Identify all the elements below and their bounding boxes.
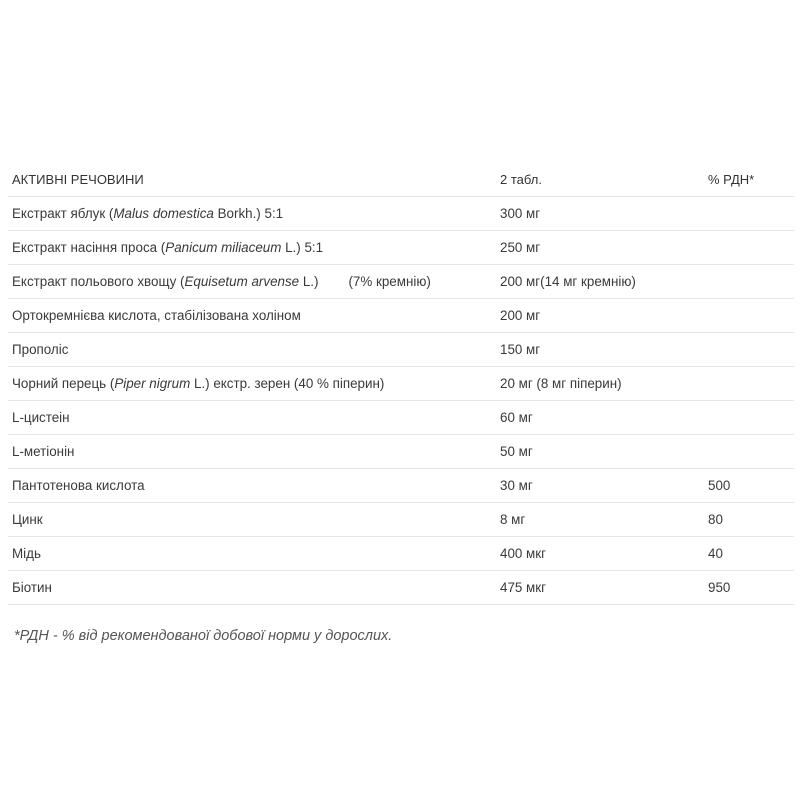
rdn-cell: 80 [704,503,794,537]
rdn-cell: 950 [704,571,794,605]
ingredients-table-container [8,163,794,605]
substance-name-cell [8,469,496,503]
table-row [8,469,794,503]
substance-name-suffix: L.) [299,274,319,289]
dose-cell: 60 мг [496,401,704,435]
substance-name: Екстракт польового хвощу ( [12,274,185,289]
table-row [8,435,794,469]
rdn-cell [704,197,794,231]
substance-name-suffix: L.) екстр. зерен (40 % піперин) [190,376,385,391]
substance-name: Ортокремнієва кислота, стабілізована холіном [12,308,301,323]
table-row [8,503,794,537]
substance-note: (7% кремнію) [348,274,431,289]
substance-name-cell [8,197,496,231]
table-body [8,197,794,605]
rdn-cell: 40 [704,537,794,571]
substance-name-cell [8,571,496,605]
dose-cell: 30 мг [496,469,704,503]
header-rdn: % РДН* [704,163,794,197]
substance-latin-name: Piper nigrum [114,376,191,391]
table-row [8,231,794,265]
substance-name-cell [8,537,496,571]
substance-latin-name: Panicum miliaceum [165,240,282,255]
table-header-row [8,163,794,197]
substance-name: Біотин [12,580,52,595]
footnote: *РДН - % від рекомендованої добової норми у дорослих. [14,628,393,644]
header-dose: 2 табл. [496,163,704,197]
substance-name-suffix: Borkh.) 5:1 [213,206,284,221]
table-row [8,333,794,367]
table-row [8,197,794,231]
substance-name-cell [8,333,496,367]
rdn-cell [704,401,794,435]
substance-name-cell [8,435,496,469]
substance-name: Прополіс [12,342,69,357]
table-row [8,571,794,605]
dose-cell: 8 мг [496,503,704,537]
substance-name: Цинк [12,512,43,527]
substance-name-cell [8,299,496,333]
table-row [8,367,794,401]
rdn-cell [704,265,794,299]
substance-name: Чорний перець ( [12,376,115,391]
dose-cell: 300 мг [496,197,704,231]
table-row [8,537,794,571]
substance-name-cell [8,367,496,401]
dose-cell: 150 мг [496,333,704,367]
substance-name-cell [8,265,496,299]
substance-name-cell [8,401,496,435]
substance-name: Екстракт яблук ( [12,206,114,221]
substance-name-cell [8,231,496,265]
substance-latin-name: Malus domestica [113,206,214,221]
rdn-cell [704,299,794,333]
substance-name: L-цистеін [12,410,70,425]
substance-name-suffix: L.) 5:1 [281,240,324,255]
dose-cell: 20 мг (8 мг піперин) [496,367,704,401]
dose-cell: 400 мкг [496,537,704,571]
dose-cell: 50 мг [496,435,704,469]
dose-cell: 250 мг [496,231,704,265]
table-row [8,401,794,435]
dose-cell: 200 мг [496,299,704,333]
substance-latin-name: Equisetum arvense [184,274,300,289]
substance-name: Мідь [12,546,41,561]
ingredients-table [8,163,794,605]
substance-name-cell [8,503,496,537]
rdn-cell: 500 [704,469,794,503]
rdn-cell [704,367,794,401]
substance-name: Екстракт насіння проса ( [12,240,166,255]
header-active-substances: АКТИВНІ РЕЧОВИНИ [8,163,496,197]
table-row [8,265,794,299]
dose-cell: 200 мг(14 мг кремнію) [496,265,704,299]
rdn-cell [704,435,794,469]
rdn-cell [704,333,794,367]
table-row [8,299,794,333]
dose-cell: 475 мкг [496,571,704,605]
rdn-cell [704,231,794,265]
substance-name: L-метіонін [12,444,75,459]
substance-name: Пантотенова кислота [12,478,145,493]
